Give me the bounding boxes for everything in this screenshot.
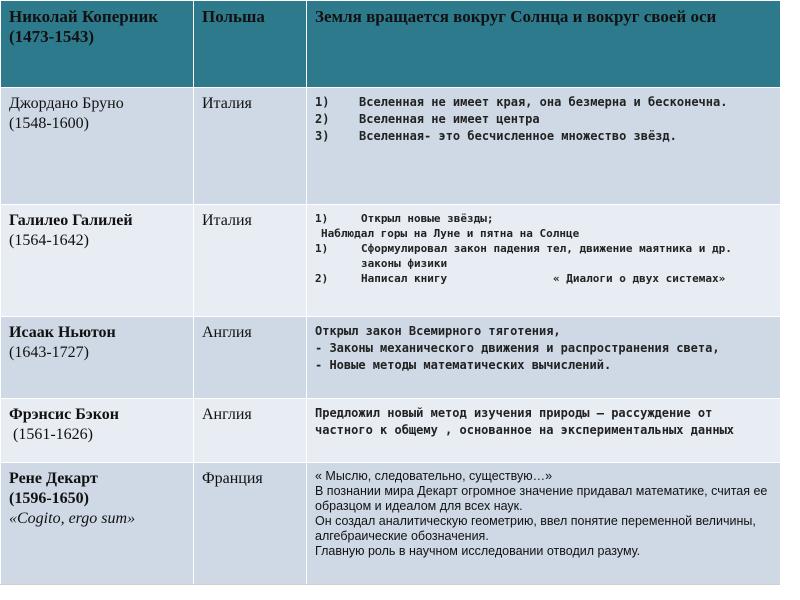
scientist-years: (1596-1650): [9, 490, 89, 507]
list-item: Он создал аналитическую геометрию, ввел понятие переменной величины, алгебраические обозначения.: [315, 514, 756, 543]
list-item: 1) Сформулировал закон падения тел, движение маятника и др.: [315, 242, 732, 255]
country-cell: Франция: [194, 463, 307, 585]
list-item: « Мыслю, следовательно, существую…»: [315, 469, 553, 483]
country-cell: Англия: [194, 317, 307, 399]
scientist-years: (1548-1600): [9, 115, 89, 132]
scientist-name: Исаак Ньютон: [9, 324, 116, 341]
contribution-cell: [307, 88, 781, 205]
country-cell: Италия: [194, 205, 307, 317]
list-item: законы физики: [361, 257, 448, 270]
name-cell: [1, 399, 194, 463]
list-item: Главную роль в научном исследовании отводил разуму.: [315, 544, 641, 558]
list-item: В познании мира Декарт огромное значение придавал математике, считая ее образцом и идеалом для всех наук.: [315, 484, 768, 513]
country-cell: Италия: [194, 88, 307, 205]
table-row: [1, 399, 781, 463]
scientist-years: (1473-1543): [9, 27, 94, 46]
table-row: [1, 205, 781, 317]
scientist-years: (1561-1626): [9, 426, 93, 443]
list-item: 1) Вселенная не имеет края, она безмерна и бесконечна.: [315, 95, 728, 109]
contribution-cell: Земля вращается вокруг Солнца и вокруг своей оси: [307, 1, 781, 88]
name-cell: [1, 1, 194, 88]
list-item: 1) Открыл новые звёзды;: [315, 212, 494, 225]
description-text: Предложил новый метод изучения природы – рассуждение от частного к общему , основанное на экспериментальных данных: [315, 406, 735, 437]
name-cell: [1, 463, 194, 585]
list-item: - Новые методы математических вычислений.: [315, 358, 612, 372]
name-cell: [1, 205, 194, 317]
list-item: Открыл закон Всемирного тяготения,: [315, 324, 561, 338]
scientist-years: (1643-1727): [9, 344, 89, 361]
list-item: Наблюдал горы на Луне и пятна на Солнце: [321, 227, 580, 240]
name-cell: [1, 317, 194, 399]
list-item: 3) Вселенная- это бесчисленное множество звёзд.: [315, 129, 677, 143]
country-cell: Англия: [194, 399, 307, 463]
right-margin: [780, 0, 800, 600]
list-item: 2) Вселенная не имеет центра: [315, 112, 540, 126]
scientist-name: Джордано Бруно: [9, 95, 124, 112]
bottom-divider: [0, 584, 780, 585]
contribution-cell: [307, 205, 781, 317]
scientist-motto: «Cogito, ergo sum»: [9, 510, 136, 527]
scientist-years: (1564-1642): [9, 232, 89, 249]
scientist-name: Фрэнсис Бэкон: [9, 406, 119, 423]
scientist-name: Галилео Галилей: [9, 212, 133, 229]
scientist-name: Николай Коперник: [9, 7, 159, 26]
name-cell: [1, 88, 194, 205]
table-row: [1, 317, 781, 399]
scientist-name: Рене Декарт: [9, 470, 98, 487]
list-item: 2) Написал книгу « Диалоги о двух системах»: [315, 272, 726, 285]
table-row: [1, 1, 781, 88]
table-row: [1, 463, 781, 585]
country-cell: Польша: [194, 1, 307, 88]
list-item: - Законы механического движения и распространения света,: [315, 341, 720, 355]
contribution-cell: [307, 463, 781, 585]
contribution-cell: [307, 317, 781, 399]
table-row: [1, 88, 781, 205]
contribution-cell: [307, 399, 781, 463]
